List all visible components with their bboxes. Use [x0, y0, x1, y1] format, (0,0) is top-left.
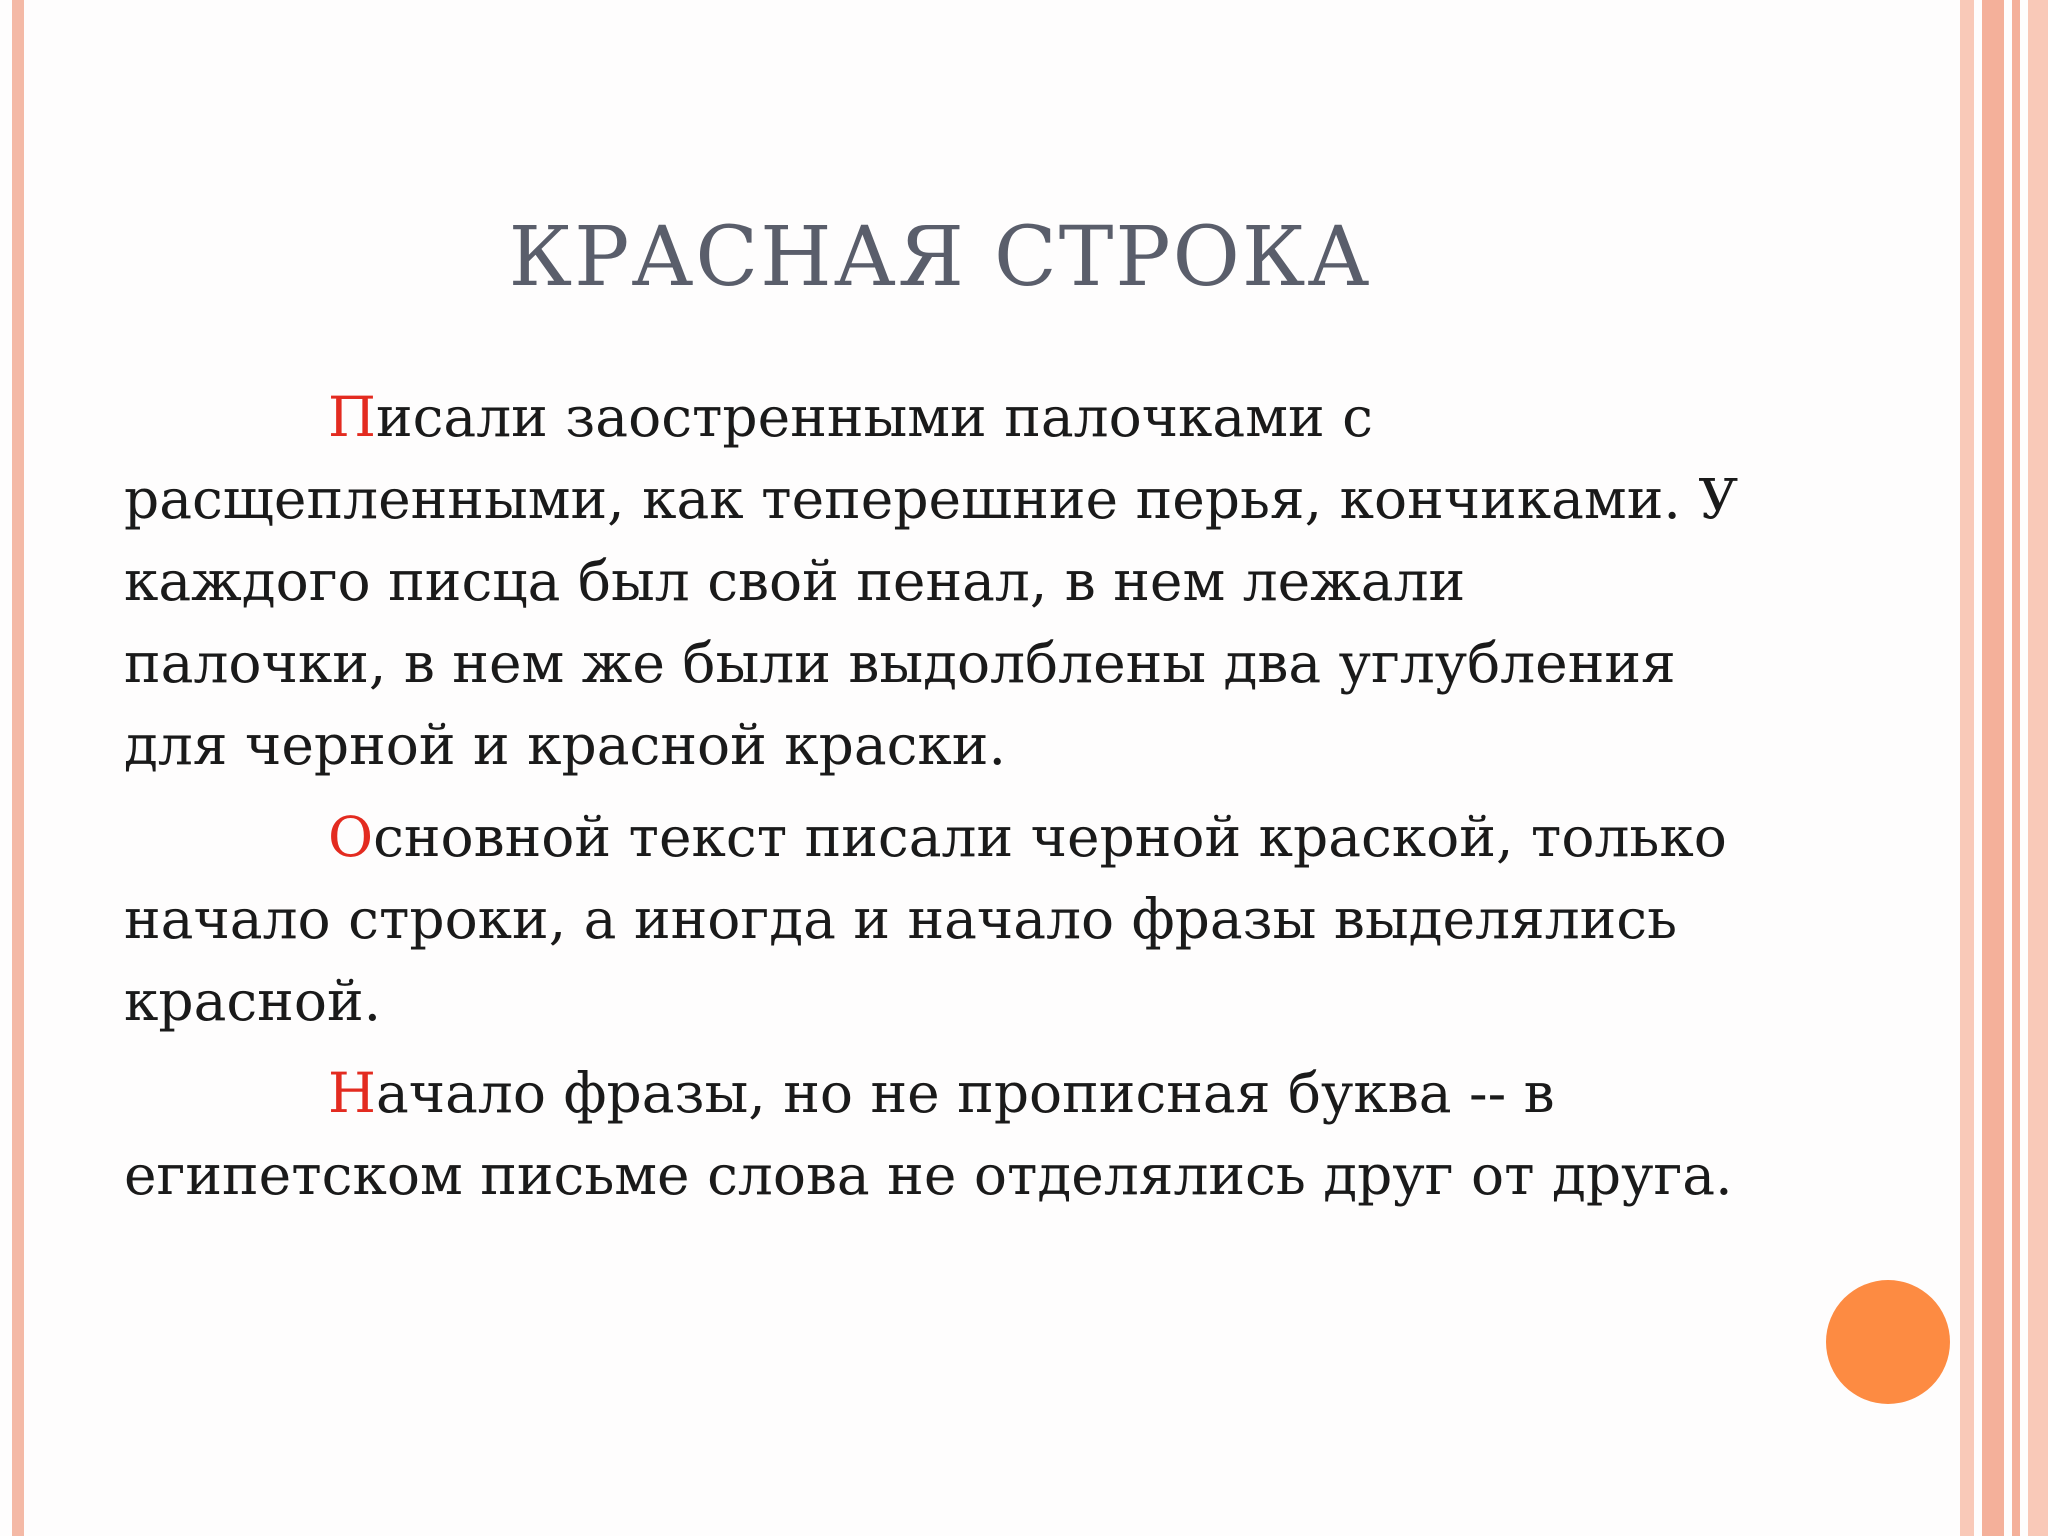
orange-circle-decoration: [1826, 1280, 1950, 1404]
paragraph-text: исали заостренными палочками с расщепленными, как теперешние перья, кончиками. У каждого писца был свой пенал, в нем лежали палочки, в нем же были выдолблены два углубления для черной и красной краски.: [124, 385, 1739, 777]
slide-title: КРАСНАЯ СТРОКА: [508, 210, 1372, 305]
right-decorative-bar: [1982, 0, 2004, 1536]
right-decorative-bar: [2028, 0, 2048, 1536]
paragraph-text: ачало фразы, но не прописная буква -- в египетском письме слова не отделялись друг от друга.: [124, 1061, 1733, 1207]
right-decorative-bar: [1960, 0, 1974, 1536]
paragraph-1: [124, 376, 1744, 786]
paragraph-text: сновной текст писали черной краской, только начало строки, а иногда и начало фразы выделялись красной.: [124, 805, 1727, 1033]
red-initial-letter: Н: [328, 1061, 376, 1125]
red-initial-letter: П: [328, 385, 376, 449]
right-decorative-bar: [2012, 0, 2020, 1536]
paragraph-3: [124, 1052, 1744, 1216]
red-initial-letter: О: [328, 805, 374, 869]
paragraph-2: [124, 796, 1744, 1042]
slide-body: [124, 376, 1744, 1226]
